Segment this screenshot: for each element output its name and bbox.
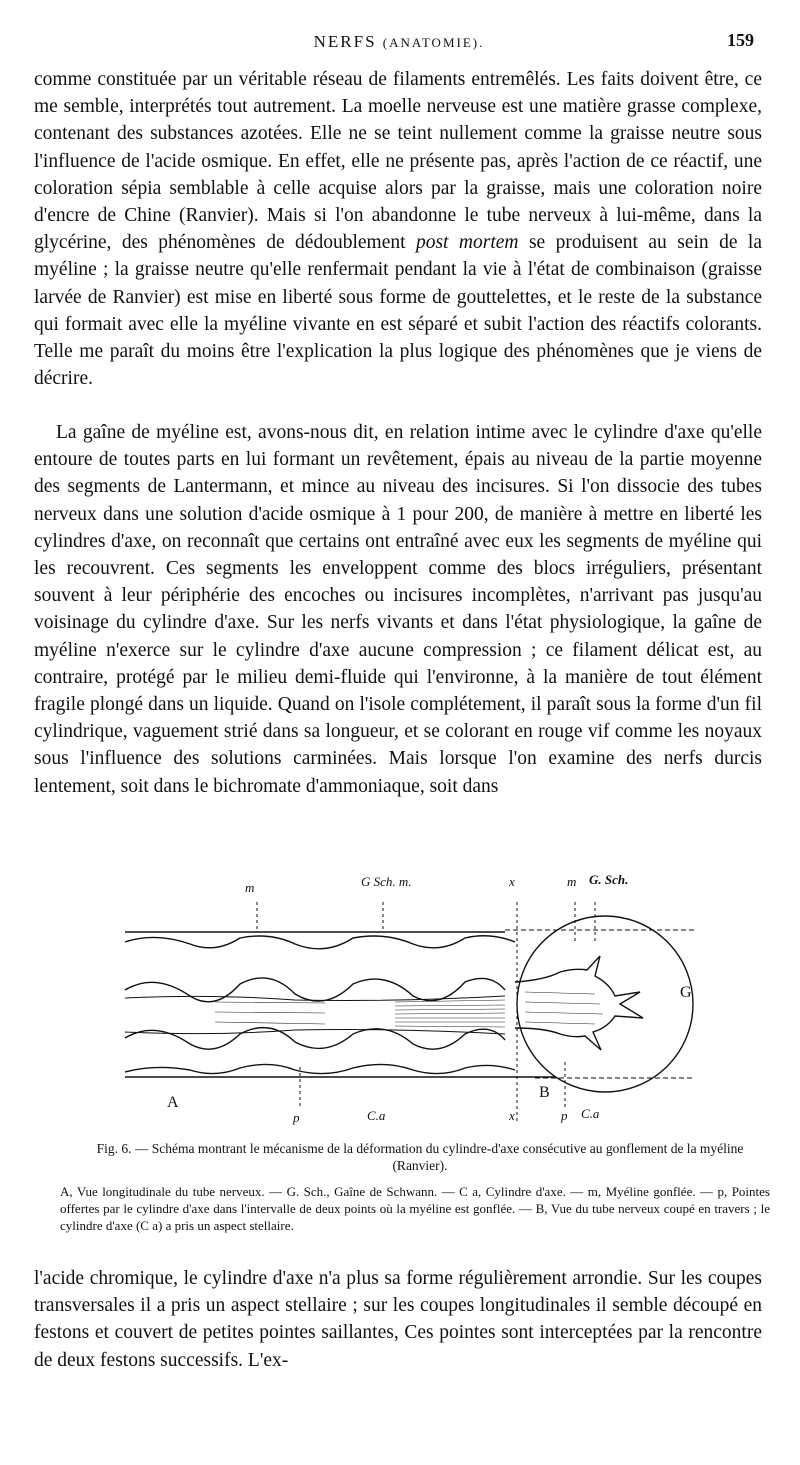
label-gsch-m: G Sch. m. <box>361 874 412 889</box>
running-head-title: NERFS <box>313 32 377 51</box>
label-gsch-right: G. Sch. <box>589 872 629 887</box>
label-ca-left: C.a <box>367 1108 386 1123</box>
page-header <box>34 30 764 58</box>
nerve-fiber-diagram <box>95 872 715 1130</box>
label-A: A <box>167 1094 179 1111</box>
caption-text: — Schéma montrant le mécanisme de la déformation du cylindre-d'axe consécutive au gonflement de la myéline (Ranvier). <box>134 1141 744 1173</box>
paragraph-1-italic: post mortem <box>415 232 519 254</box>
paragraph-3: l'acide chromique, le cylindre d'axe n'a plus sa forme régulièrement arrondie. Sur les coupes transversales il a pris un aspect stellaire ; sur les coupes longitudinales il semble découpé en festons et couvert de petites pointes saillantes, Ces pointes sont interceptées par la rencontre de deux festons successifs. L'ex- <box>34 1268 762 1371</box>
figure-caption <box>70 1140 770 1174</box>
label-x-top: x <box>509 874 515 889</box>
figure-6 <box>95 872 715 1130</box>
label-m-left: m <box>245 880 255 895</box>
caption-fig-number: Fig. 6. <box>96 1141 132 1156</box>
paragraph-1-rest: se produisent au sein de la myéline ; la graisse neutre qu'elle renfermait pendant la vie à l'état de combinaison (graisse larvée de Ranvier) est mise en liberté sous forme de gouttelettes, et le reste de la substance qui formait avec elle la myéline vivante en est séparé et subit l'action des réactifs colorants. Telle me paraît du moins être l'explication la plus logique des phénomènes que je viens de décrire. <box>34 232 763 390</box>
label-G: G <box>680 984 692 1001</box>
figure-legend: A, Vue longitudinale du tube nerveux. — G. Sch., Gaîne de Schwann. — C a, Cylindre d'axe. — m, Myéline gonflée. — p, Pointes offertes par le cylindre d'axe dans l'intervalle de deux points où la myéline est gonflée. — B, Vue du tube nerveux coupé en travers ; le cylindre d'axe (C a) a pris un aspect stellaire. <box>60 1184 770 1233</box>
page-number: 159 <box>727 30 754 50</box>
paragraph-2: La gaîne de myéline est, avons-nous dit, en relation intime avec le cylindre d'axe qu'elle entoure de toutes parts en lui formant un revêtement, épais au niveau de la partie moyenne des segments de Lantermann, et mince au niveau des incisures. Si l'on dissocie des tubes nerveux dans une solution d'acide osmique à 1 pour 200, de manière à mettre en liberté les cylindres d'axe, on reconnaît que certains ont entraîné avec eux les segments de myéline qui les recouvrent. Ces segments les enveloppent comme des blocs irréguliers, présentant souvent à leur périphérie des encoches ou incisures incomplètes, n'arrivant pas jusqu'au voisinage du cylindre d'axe. Sur les nerfs vivants et dans l'état physiologique, la gaîne de myéline n'exerce sur le cylindre d'axe aucune compression ; ce filament délicat est, au contraire, protégé par le milieu demi-fluide qui l'environne, à la manière de tout élément fragile plongé dans un liquide. Quand on l'isole complétement, il paraît sous la forme d'un fil cylindrique, vaguement strié dans sa longueur, et se colorant en rouge vif comme les noyaux sous l'influence des solutions carminées. Mais lorsque l'on examine des nerfs durcis lentement, soit dans le bichromate d'ammoniaque, soit dans <box>34 422 762 797</box>
label-p-left: p <box>293 1110 300 1125</box>
label-B: B <box>539 1084 550 1101</box>
running-head-subtitle: (ANATOMIE). <box>382 35 485 50</box>
label-x-bottom: x <box>509 1108 515 1123</box>
paragraph-1-text: comme constituée par un véritable réseau de filaments entremêlés. Les faits doivent être, ce me semble, interprétés tout autrement. La moelle nerveuse est une matière grasse complexe, contenant des substances azotées. Elle ne se teint nullement comme la graisse neutre sous l'influence de l'acide osmique. En effet, elle ne présente pas, après l'action de ce réactif, une coloration sépia semblable à celle acquise alors par la graisse, mais une coloration noire d'encre de Chine (Ranvier). Mais si l'on abandonne le tube nerveux à lui-même, dans la glycérine, des phénomènes de dédoublement <box>34 69 762 254</box>
label-m-right: m <box>567 874 577 889</box>
label-ca-right: C.a <box>581 1106 600 1121</box>
label-p-right: p <box>561 1108 568 1123</box>
paragraph-1 <box>34 66 762 392</box>
running-head <box>34 32 764 52</box>
